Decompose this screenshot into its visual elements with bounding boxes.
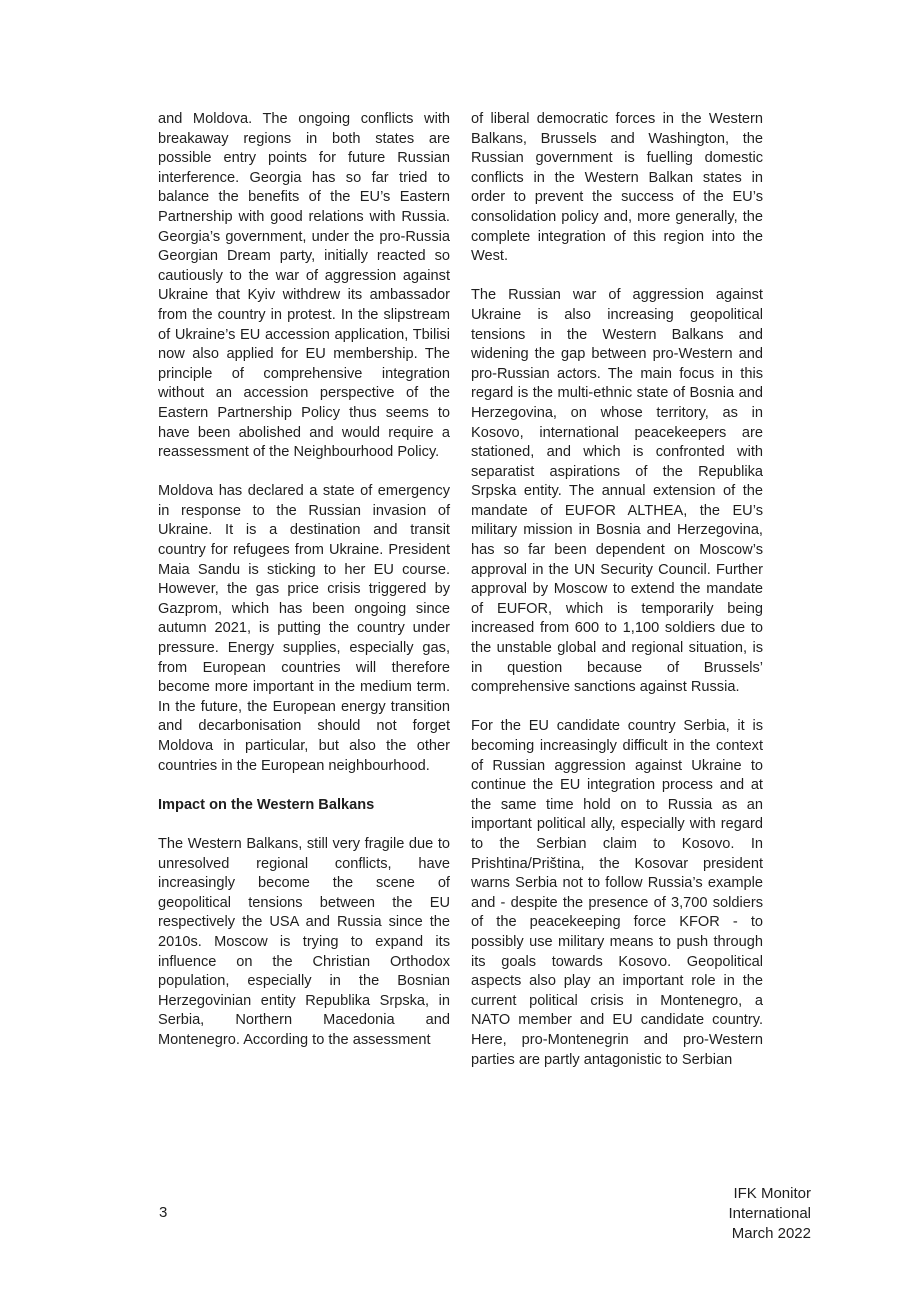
page-number: 3 bbox=[159, 1204, 168, 1221]
paragraph-moldova: Moldova has declared a state of emergency in response to the Russian invasion of Ukraine. It is a destination and transit country for refugees from Ukraine. President Maia Sandu is sticking to her EU course. However, the gas price crisis triggered by Gazprom, which has been ongoing since autumn 2021, is putting the country under pressure. Energy supplies, especially gas, from European countries will therefore become more important in the medium term. In the future, the European energy transition and decarbonisation should not forget Moldova in particular, but also the other countries in the European neighbourhood. bbox=[158, 483, 450, 774]
section-heading: Impact on the Western Balkans bbox=[158, 796, 375, 813]
publication-edition: International bbox=[728, 1205, 811, 1222]
publication-title: IFK Monitor bbox=[733, 1185, 811, 1202]
paragraph-bosnia: The Russian war of aggression against Ukraine is also increasing geopolitical tensions in the Western Balkans and widening the gap between pro-Western and pro-Russian actors. The main focus in this regard is the multi-ethnic state of Bosnia and Herzegovina, on whose territory, as in Kosovo, international peacekeepers are stationed, and which is confronted with separatist aspirations of the Republika Srpska entity. The annual extension of the mandate of EUFOR ALTHEA, the EU’s military mission in Bosnia and Herzegovina, has so far been dependent on Moscow’s approval in the UN Security Council. Further approval by Moscow to extend the mandate of EUFOR, which is temporarily being increased from 600 to 1,100 soldiers due to the unstable global and regional situation, is in question because of Brussels’ comprehensive sanctions against Russia. bbox=[471, 287, 763, 696]
paragraph-georgia: and Moldova. The ongoing conflicts with breakaway regions in both states are possible entry points for future Russian interference. Georgia has so far tried to balance the benefits of the EU’s Eastern Partnership with good relations with Russia. Georgia’s government, under the pro-Russia Georgian Dream party, initially reacted so cautiously to the war of aggression against Ukraine that Kyiv withdrew its ambassador from the country in protest. In the slipstream of Ukraine’s EU accession application, Tbilisi now also applied for EU membership. The principle of comprehensive integration without an accession perspective of the Eastern Partnership Policy thus seems to have been abolished and would require a reassessment of the Neighbourhood Policy. bbox=[158, 111, 450, 461]
footer-publication-info bbox=[728, 1184, 811, 1244]
right-column bbox=[471, 110, 763, 1090]
paragraph-liberal-forces: of liberal democratic forces in the Western Balkans, Brussels and Washington, the Russian government is fuelling domestic conflicts in the Western Balkan states in order to prevent the success of the EU’s consolidation policy and, more generally, the complete integration of this region into the West. bbox=[471, 111, 763, 265]
paragraph-western-balkans: The Western Balkans, still very fragile due to unresolved regional conflicts, have increasingly become the scene of geopolitical tensions between the EU respectively the USA and Russia since the 2010s. Moscow is trying to expand its influence on the Christian Orthodox population, especially in the Bosnian Herzegovinian entity Republika Srpska, in Serbia, Northern Macedonia and Montenegro. According to the assessment bbox=[158, 835, 450, 1048]
left-column bbox=[158, 110, 450, 1070]
publication-date: March 2022 bbox=[731, 1225, 811, 1242]
paragraph-serbia: For the EU candidate country Serbia, it is becoming increasingly difficult in the context of Russian aggression against Ukraine to continue the EU integration process and at the same time hold on to Russia as an important political ally, especially with regard to the Serbian claim to Kosovo. In Prishtina/Priština, the Kosovar president warns Serbia not to follow Russia’s example and - despite the presence of 3,700 soldiers of the peacekeeping force KFOR - to possibly use military means to push through its goals towards Kosovo. Geopolitical aspects also play an important role in the current political crisis in Montenegro, a NATO member and EU candidate country. Here, pro-Montenegrin and pro-Western parties are partly antagonistic to Serbian bbox=[471, 718, 763, 1068]
